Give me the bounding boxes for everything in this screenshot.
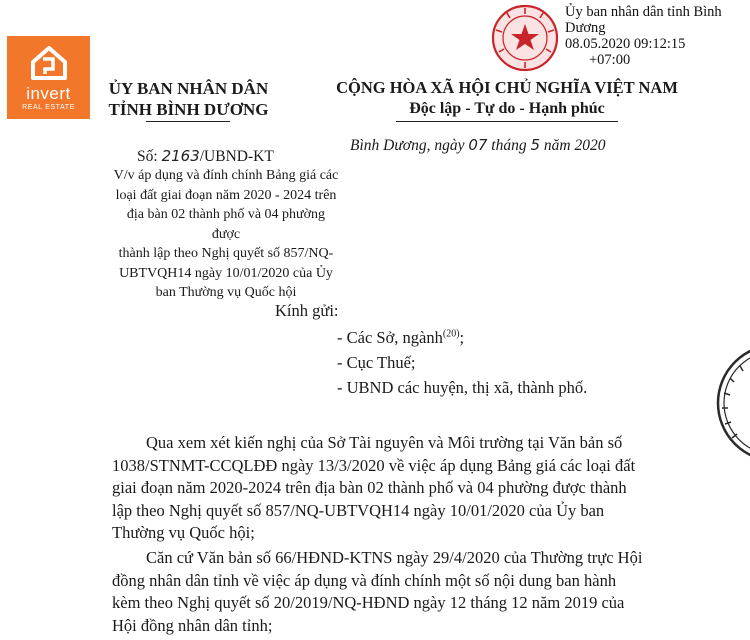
red-seal-icon	[491, 4, 559, 72]
document-subject	[112, 166, 340, 303]
issuer-line: ỦY BAN NHÂN DÂN	[108, 79, 269, 98]
signature-line: +07:00	[589, 52, 631, 68]
document-number	[137, 147, 274, 166]
date-month: 5	[530, 136, 541, 154]
paragraph-line: Qua xem xét kiến nghị của Sở Tài nguyên và Môi trường tại Văn bản số	[146, 433, 623, 452]
paragraph-line: đồng nhân dân tỉnh về việc áp dụng và đính chính một số nội dung ban hành	[112, 570, 617, 590]
digital-signature	[565, 4, 722, 68]
recipient-item: - Các Sở, ngành$^{(20)}$;	[337, 328, 465, 347]
signature-line: Dương	[565, 20, 606, 36]
docno-prefix: Số:	[137, 148, 162, 165]
subject-line: loại đất giai đoạn năm 2020 - 2024 trên	[115, 187, 337, 203]
invert-logo	[7, 36, 90, 119]
paragraph-line: Hội đồng nhân dân tỉnh;	[112, 615, 273, 635]
national-motto: Độc lập - Tự do - Hạnh phúc	[409, 100, 605, 117]
paragraph-line: giai đoạn năm 2020-2024 trên địa bàn 02 thành phố và 04 phường được thành	[112, 478, 627, 497]
issue-date	[350, 136, 605, 155]
logo-tagline: REAL ESTATE	[22, 104, 75, 111]
paragraph-line: 1038/STNMT-CCQLĐĐ ngày 13/3/2020 về việc áp dụng Bảng giá các loại đất	[112, 455, 636, 475]
docno-number: 2163	[161, 147, 200, 165]
date-month-label: tháng	[487, 137, 531, 154]
house-icon	[29, 44, 69, 82]
issuer-line: TỈNH BÌNH DƯƠNG	[108, 100, 269, 119]
paragraph-line: lập theo Nghị quyết số 857/NQ-UBTVQH14 ngày 10/01/2020 của Ủy ban	[112, 500, 605, 520]
signature-line: 08.05.2020 09:12:15	[565, 36, 686, 52]
partial-stamp-icon	[712, 338, 750, 468]
issuer-underline	[146, 121, 230, 122]
recipients-label: Kính gửi:	[275, 301, 339, 320]
recipient-item: - Cục Thuế;	[337, 353, 416, 372]
body-paragraph	[112, 432, 730, 545]
paragraph-line: Căn cứ Văn bản số 66/HĐND-KTNS ngày 29/4/2020 của Thường trực Hội	[146, 548, 643, 567]
subject-line: ban Thường vụ Quốc hội	[155, 285, 297, 300]
body-paragraph	[112, 547, 730, 637]
motto-underline	[396, 121, 618, 122]
signature-line: Ủy ban nhân dân tỉnh Bình	[565, 4, 722, 20]
subject-line: UBTVQH14 ngày 10/01/2020 của Ủy	[119, 265, 333, 281]
date-day: 07	[468, 136, 488, 154]
paragraph-line: Thường vụ Quốc hội;	[112, 523, 255, 542]
subject-line: V/v áp dụng và đính chính Bảng giá các	[113, 168, 339, 183]
docno-suffix: /UBND-KT	[199, 148, 274, 165]
date-place: Bình Dương, ngày	[350, 137, 469, 154]
logo-brand: invert	[26, 84, 71, 103]
recipient-item: - UBND các huyện, thị xã, thành phố.	[337, 378, 588, 397]
paragraph-line: kèm theo Nghị quyết số 20/2019/NQ-HĐND ngày 12 tháng 12 năm 2019 của	[112, 593, 625, 612]
subject-line: thành lập theo Nghị quyết số 857/NQ-	[118, 246, 334, 261]
issuer-block	[96, 78, 281, 120]
subject-line: địa bàn 02 thành phố và 04 phường được	[126, 207, 326, 242]
date-year: năm 2020	[540, 137, 606, 154]
national-title: CỘNG HÒA XÃ HỘI CHỦ NGHĨA VIỆT NAM	[336, 78, 678, 97]
